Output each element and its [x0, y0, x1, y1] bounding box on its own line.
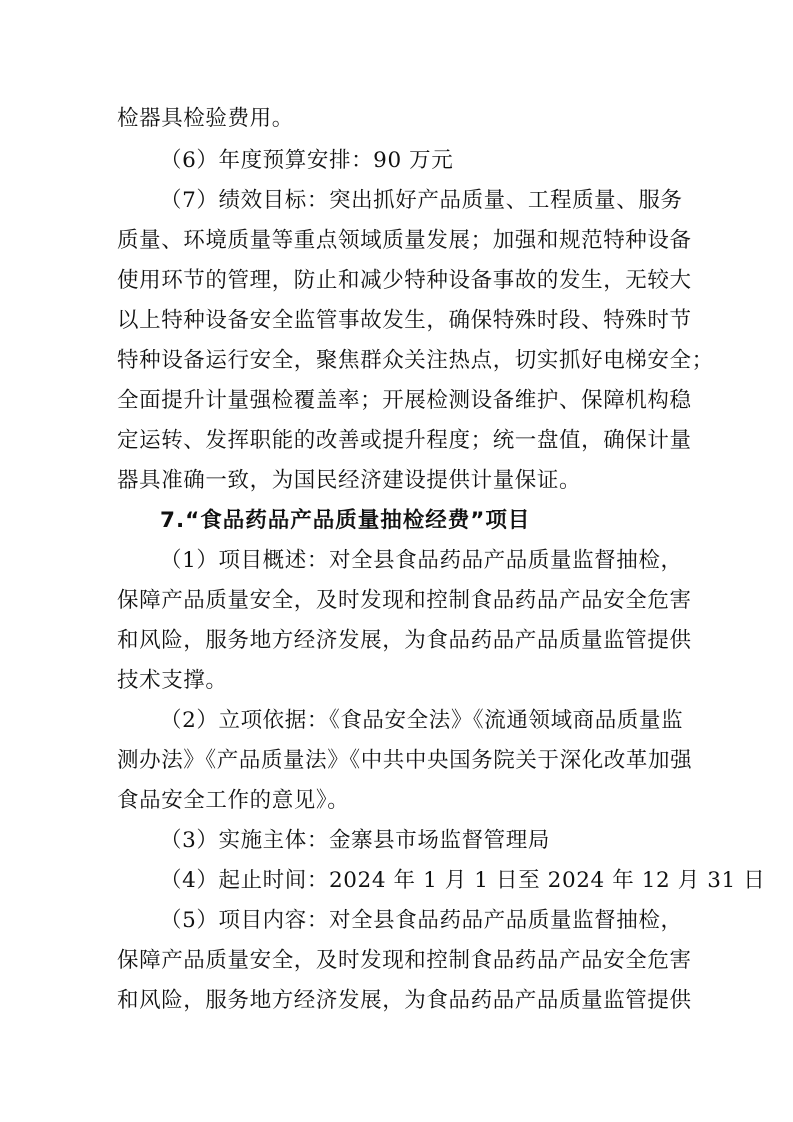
section-heading: 7.“食品药品产品质量抽检经费”项目 — [160, 508, 531, 533]
paragraph-line: （2）立项依据：《食品安全法》《流通领域商品质量监 — [160, 708, 684, 733]
paragraph-line: （7）绩效目标：突出抓好产品质量、工程质量、服务 — [160, 188, 683, 213]
paragraph-line: 全面提升计量强检覆盖率；开展检测设备维护、保障机构稳 — [117, 388, 692, 413]
paragraph-line: 质量、环境质量等重点领域质量发展；加强和规范特种设备 — [117, 228, 692, 253]
paragraph-line: 保障产品质量安全，及时发现和控制食品药品产品安全危害 — [117, 588, 692, 613]
paragraph-line: 食品安全工作的意见》。 — [117, 788, 350, 813]
paragraph-line: （5）项目内容：对全县食品药品产品质量监督抽检， — [160, 908, 683, 933]
paragraph-line: （4）起止时间：2024 年 1 月 1 日至 2024 年 12 月 31 日 — [160, 868, 766, 893]
paragraph-line: 和风险，服务地方经济发展，为食品药品产品质量监管提供 — [117, 628, 692, 653]
paragraph-line: 保障产品质量安全，及时发现和控制食品药品产品安全危害 — [117, 948, 692, 973]
budget-line: （6）年度预算安排：90 万元 — [160, 148, 454, 173]
paragraph-line: 测办法》《产品质量法》《中共中央国务院关于深化改革加强 — [117, 748, 693, 773]
paragraph-line: 检器具检验费用。 — [117, 106, 294, 131]
paragraph-line: 和风险，服务地方经济发展，为食品药品产品质量监管提供 — [117, 988, 692, 1013]
paragraph-line: （3）实施主体：金寨县市场监督管理局 — [160, 828, 550, 853]
paragraph-line: 器具准确一致，为国民经济建设提供计量保证。 — [117, 468, 582, 493]
paragraph-line: 定运转、发挥职能的改善或提升程度；统一盘值，确保计量 — [117, 428, 692, 453]
paragraph-line: 以上特种设备安全监管事故发生，确保特殊时段、特殊时节 — [117, 308, 692, 333]
paragraph-line: 特种设备运行安全，聚焦群众关注热点，切实抓好电梯安全； — [117, 348, 714, 373]
paragraph-line: 技术支撑。 — [117, 668, 228, 693]
paragraph-line: 使用环节的管理，防止和减少特种设备事故的发生，无较大 — [117, 268, 692, 293]
paragraph-line: （1）项目概述：对全县食品药品产品质量监督抽检， — [160, 548, 683, 573]
